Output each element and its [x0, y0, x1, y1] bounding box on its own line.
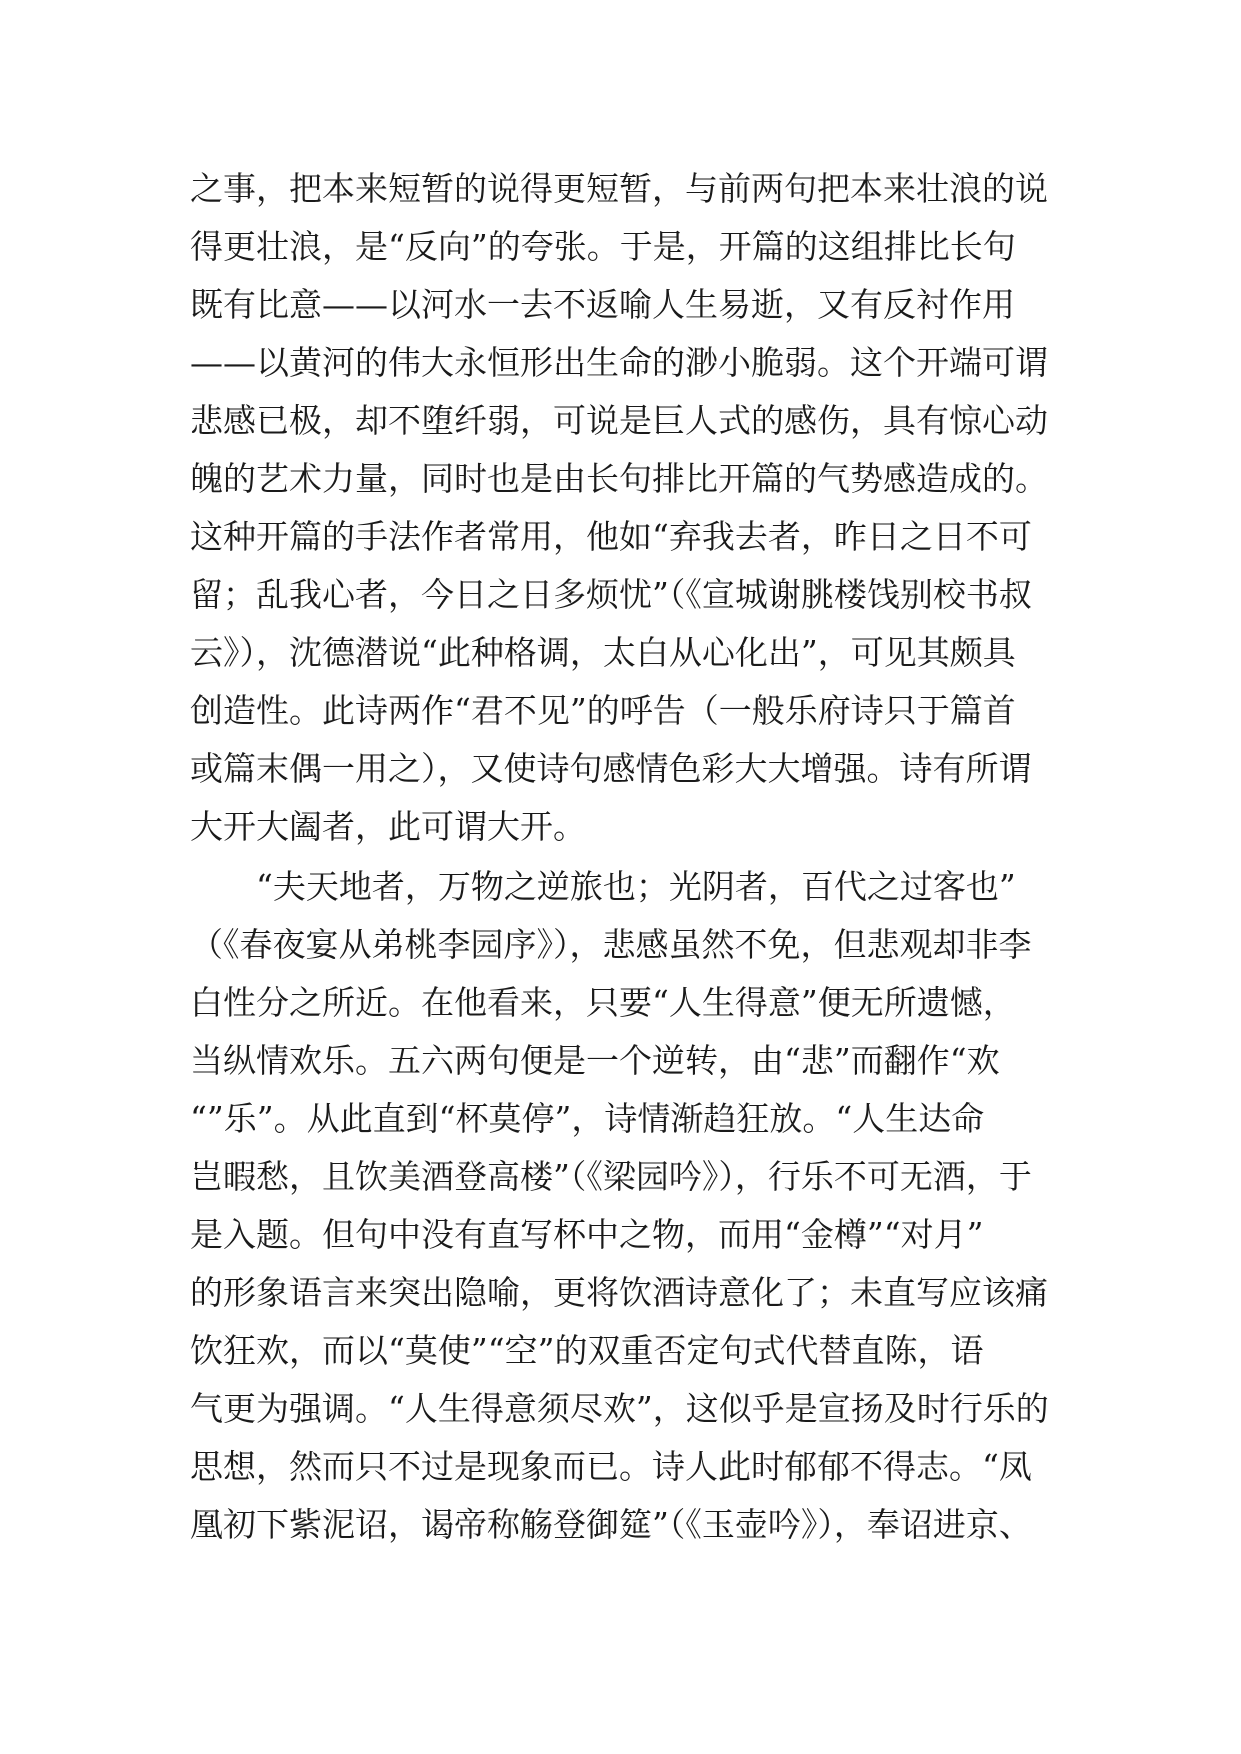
- text-line: 云》），沈德潜说“此种格调，太白从心化出”，可见其颇具: [190, 633, 1016, 672]
- text-line: 魄的艺术力量，同时也是由长句排比开篇的气势感造成的。: [190, 459, 1048, 498]
- text-line: 之事，把本来短暂的说得更短暂，与前两句把本来壮浪的说: [190, 169, 1048, 208]
- text-line: 饮狂欢，而以“莫使”“空”的双重否定句式代替直陈，语: [190, 1331, 984, 1370]
- text-line: 这种开篇的手法作者常用，他如“弃我去者，昨日之日不可: [190, 517, 1032, 556]
- body-text: [190, 160, 1070, 1554]
- text-line: “”乐”。从此直到“杯莫停”，诗情渐趋狂放。“人生达命: [190, 1099, 985, 1138]
- text-line: （《春夜宴从弟桃李园序》），悲感虽然不免，但悲观却非李: [190, 925, 1032, 964]
- text-line: 创造性。此诗两作“君不见”的呼告（一般乐府诗只于篇首: [190, 691, 1016, 730]
- text-line: 大开大阖者，此可谓大开。: [190, 807, 586, 846]
- text-line: 得更壮浪，是“反向”的夸张。于是，开篇的这组排比长句: [190, 227, 1016, 266]
- text-line: 悲感已极，却不堕纤弱，可说是巨人式的感伤，具有惊心动: [190, 401, 1048, 440]
- text-line: 凰初下紫泥诏，谒帝称觞登御筵”（《玉壶吟》），奉诏进京、: [190, 1505, 1032, 1544]
- text-line: 既有比意——以河水一去不返喻人生易逝，又有反衬作用: [190, 285, 1015, 324]
- text-line: ——以黄河的伟大永恒形出生命的渺小脆弱。这个开端可谓: [190, 343, 1048, 382]
- paragraph-start-line: “夫天地者，万物之逆旅也；光阴者，百代之过客也”: [190, 867, 1016, 906]
- text-line: 岂暇愁，且饮美酒登高楼”（《梁园吟》），行乐不可无酒，于: [190, 1157, 1032, 1196]
- text-line: 的形象语言来突出隐喻，更将饮酒诗意化了；未直写应该痛: [190, 1273, 1048, 1312]
- text-line: 当纵情欢乐。五六两句便是一个逆转，由“悲”而翻作“欢: [190, 1041, 1000, 1080]
- text-line: 留；乱我心者，今日之日多烦忧”（《宣城谢朓楼饯别校书叔: [190, 575, 1032, 614]
- text-line: 或篇末偶一用之），又使诗句感情色彩大大增强。诗有所谓: [190, 749, 1032, 788]
- text-line: 思想，然而只不过是现象而已。诗人此时郁郁不得志。“凤: [190, 1447, 1032, 1486]
- text-line: 是入题。但句中没有直写杯中之物，而用“金樽”“对月”: [190, 1215, 984, 1254]
- text-line: 气更为强调。“人生得意须尽欢”，这似乎是宣扬及时行乐的: [190, 1389, 1049, 1428]
- text-line: 白性分之所近。在他看来，只要“人生得意”便无所遗憾，: [190, 983, 1016, 1022]
